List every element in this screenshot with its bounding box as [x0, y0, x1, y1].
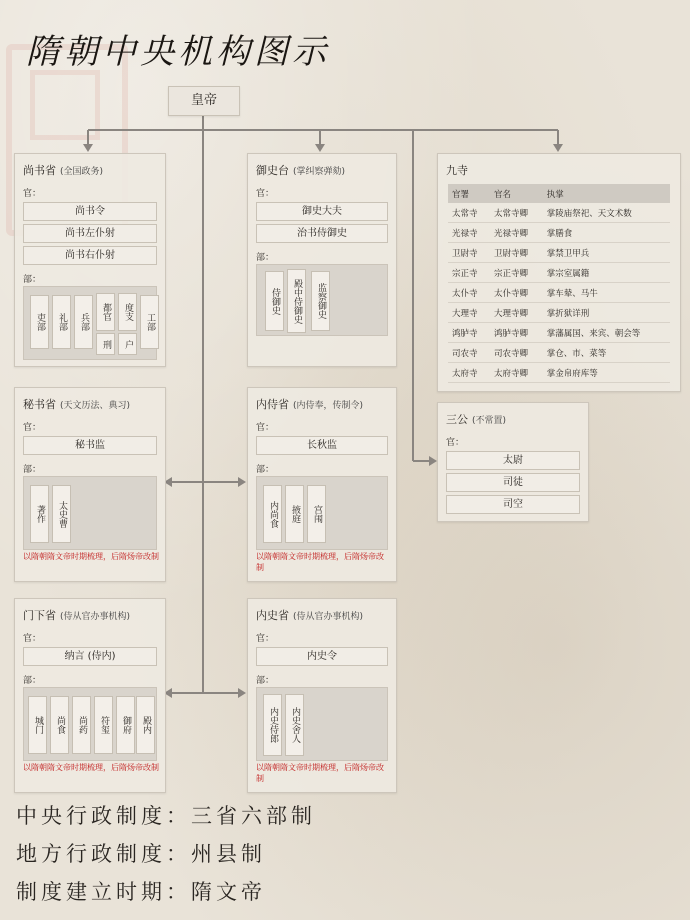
page-title: 隋朝中央机构图示: [26, 32, 330, 72]
mishu-guan-label: 官：: [23, 423, 42, 433]
dept: 吏部: [30, 295, 49, 349]
official: 内史令: [256, 647, 388, 666]
footnote: 以隋朝隋文帝时期梳理，后隋炀帝改制: [23, 763, 159, 772]
yushi-header: 御史台 (掌纠察弹劾): [256, 164, 346, 177]
dept: 兵部: [74, 295, 93, 349]
sangong-header: 三公 (不常置): [446, 413, 507, 426]
shangshu-header: 尚书省 (全国政务): [23, 164, 104, 177]
official: 尚书右仆射: [23, 246, 157, 265]
table-row: 太府寺 太府寺卿 掌金帛府库等: [448, 363, 670, 383]
mishu-bu-label: 部：: [23, 465, 42, 475]
jiusi-header: 九寺: [446, 164, 468, 177]
emperor-node: 皇帝: [168, 86, 240, 116]
table-row: 宗正寺 宗正寺卿 掌宗室属籍: [448, 263, 670, 283]
official: 纳言 (侍内): [23, 647, 157, 666]
table-row: 太仆寺 太仆寺卿 掌车辇、马牛: [448, 283, 670, 303]
dept: 度支: [118, 293, 137, 331]
yushi-dept-area: [256, 264, 388, 336]
footnote: 以隋朝隋文帝时期梳理，后隋炀帝改制: [256, 763, 384, 783]
official: 司空: [446, 495, 580, 514]
menxia-dept-area: [23, 687, 157, 761]
shangshu-guan-label: 官：: [23, 189, 42, 199]
table-row: 鸿胪寺 鸿胪寺卿 掌藩属国、来宾、朝会等: [448, 323, 670, 343]
table-row: 大理寺 大理寺卿 掌折狱详刑: [448, 303, 670, 323]
col-header: 执掌: [543, 184, 670, 203]
table-row: 卫尉寺 卫尉寺卿 掌禁卫甲兵: [448, 243, 670, 263]
neishi2-dept-area: [256, 687, 388, 761]
official: 尚书左仆射: [23, 224, 157, 243]
official: 御史大夫: [256, 202, 388, 221]
mishu-box: [14, 387, 166, 582]
yushi-guan-label: 官：: [256, 189, 275, 199]
dept: 监察御史: [311, 271, 330, 331]
jiusi-box: [437, 153, 681, 392]
neishi-guan-label: 官：: [256, 423, 275, 433]
dept: 殿中侍御史: [287, 269, 306, 333]
footnote: 以隋朝隋文帝时期梳理，后隋炀帝改制: [256, 552, 384, 572]
neishi-bu-label: 部：: [256, 465, 275, 475]
table-row: 司农寺 司农寺卿 掌仓、市、菜等: [448, 343, 670, 363]
footer-line-central: 中央行政制度：三省六部制: [16, 804, 316, 828]
menxia-guan-label: 官：: [23, 634, 42, 644]
dept: 掖庭: [285, 485, 304, 543]
neishi-box: [247, 387, 397, 582]
dept: 宫闱: [307, 485, 326, 543]
official: 治书侍御史: [256, 224, 388, 243]
dept: 殿内: [136, 696, 155, 754]
official: 尚书令: [23, 202, 157, 221]
dept: 尚食: [50, 696, 69, 754]
dept: 礼部: [52, 295, 71, 349]
sangong-box: [437, 402, 589, 522]
yushi-bu-label: 部：: [256, 253, 275, 263]
dept: 刑: [96, 333, 115, 355]
table-row: 太常寺 太常寺卿 掌陵庙祭祀、天文术数: [448, 203, 670, 223]
dept: 尚药: [72, 696, 91, 754]
neishi2-header: 内史省 (侍从官办事机构): [256, 609, 364, 622]
official: 司徒: [446, 473, 580, 492]
dept: 著作: [30, 485, 49, 543]
shangshu-dept-area: [23, 286, 157, 360]
neishi-header: 内侍省 (内侍奉，传制令): [256, 398, 364, 411]
shangshu-bu-label: 部：: [23, 275, 42, 285]
footer-line-period: 制度建立时期：隋文帝: [16, 880, 266, 904]
jiusi-table: [448, 184, 670, 383]
table-header-row: [448, 184, 670, 203]
dept: 太史曹: [52, 485, 71, 543]
dept: 工部: [140, 295, 159, 349]
dept: 户: [118, 333, 137, 355]
footer-line-local: 地方行政制度：州县制: [16, 842, 266, 866]
official: 长秋监: [256, 436, 388, 455]
neishi2-bu-label: 部：: [256, 676, 275, 686]
dept: 御府: [116, 696, 135, 754]
neishi2-guan-label: 官：: [256, 634, 275, 644]
table-row: 光禄寺 光禄寺卿 掌膳食: [448, 223, 670, 243]
dept: 内史舍人: [285, 694, 304, 756]
dept: 内史侍郎: [263, 694, 282, 756]
col-header: 官署: [448, 184, 490, 203]
mishu-header: 秘书省 (天文历法、典习): [23, 398, 131, 411]
dept: 城门: [28, 696, 47, 754]
dept: 都官: [96, 293, 115, 331]
official: 秘书监: [23, 436, 157, 455]
col-header: 官名: [490, 184, 543, 203]
mishu-dept-area: [23, 476, 157, 550]
dept: 符玺: [94, 696, 113, 754]
shangshu-box: [14, 153, 166, 367]
dept: 侍御史: [265, 271, 284, 331]
dept: 内尚食: [263, 485, 282, 543]
neishi-dept-area: [256, 476, 388, 550]
yushi-box: [247, 153, 397, 367]
menxia-box: [14, 598, 166, 793]
footnote: 以隋朝隋文帝时期梳理，后隋炀帝改制: [23, 552, 159, 561]
official: 太尉: [446, 451, 580, 470]
neishi2-box: [247, 598, 397, 793]
menxia-header: 门下省 (侍从官办事机构): [23, 609, 131, 622]
sangong-guan-label: 官：: [446, 438, 465, 448]
menxia-bu-label: 部：: [23, 676, 42, 686]
